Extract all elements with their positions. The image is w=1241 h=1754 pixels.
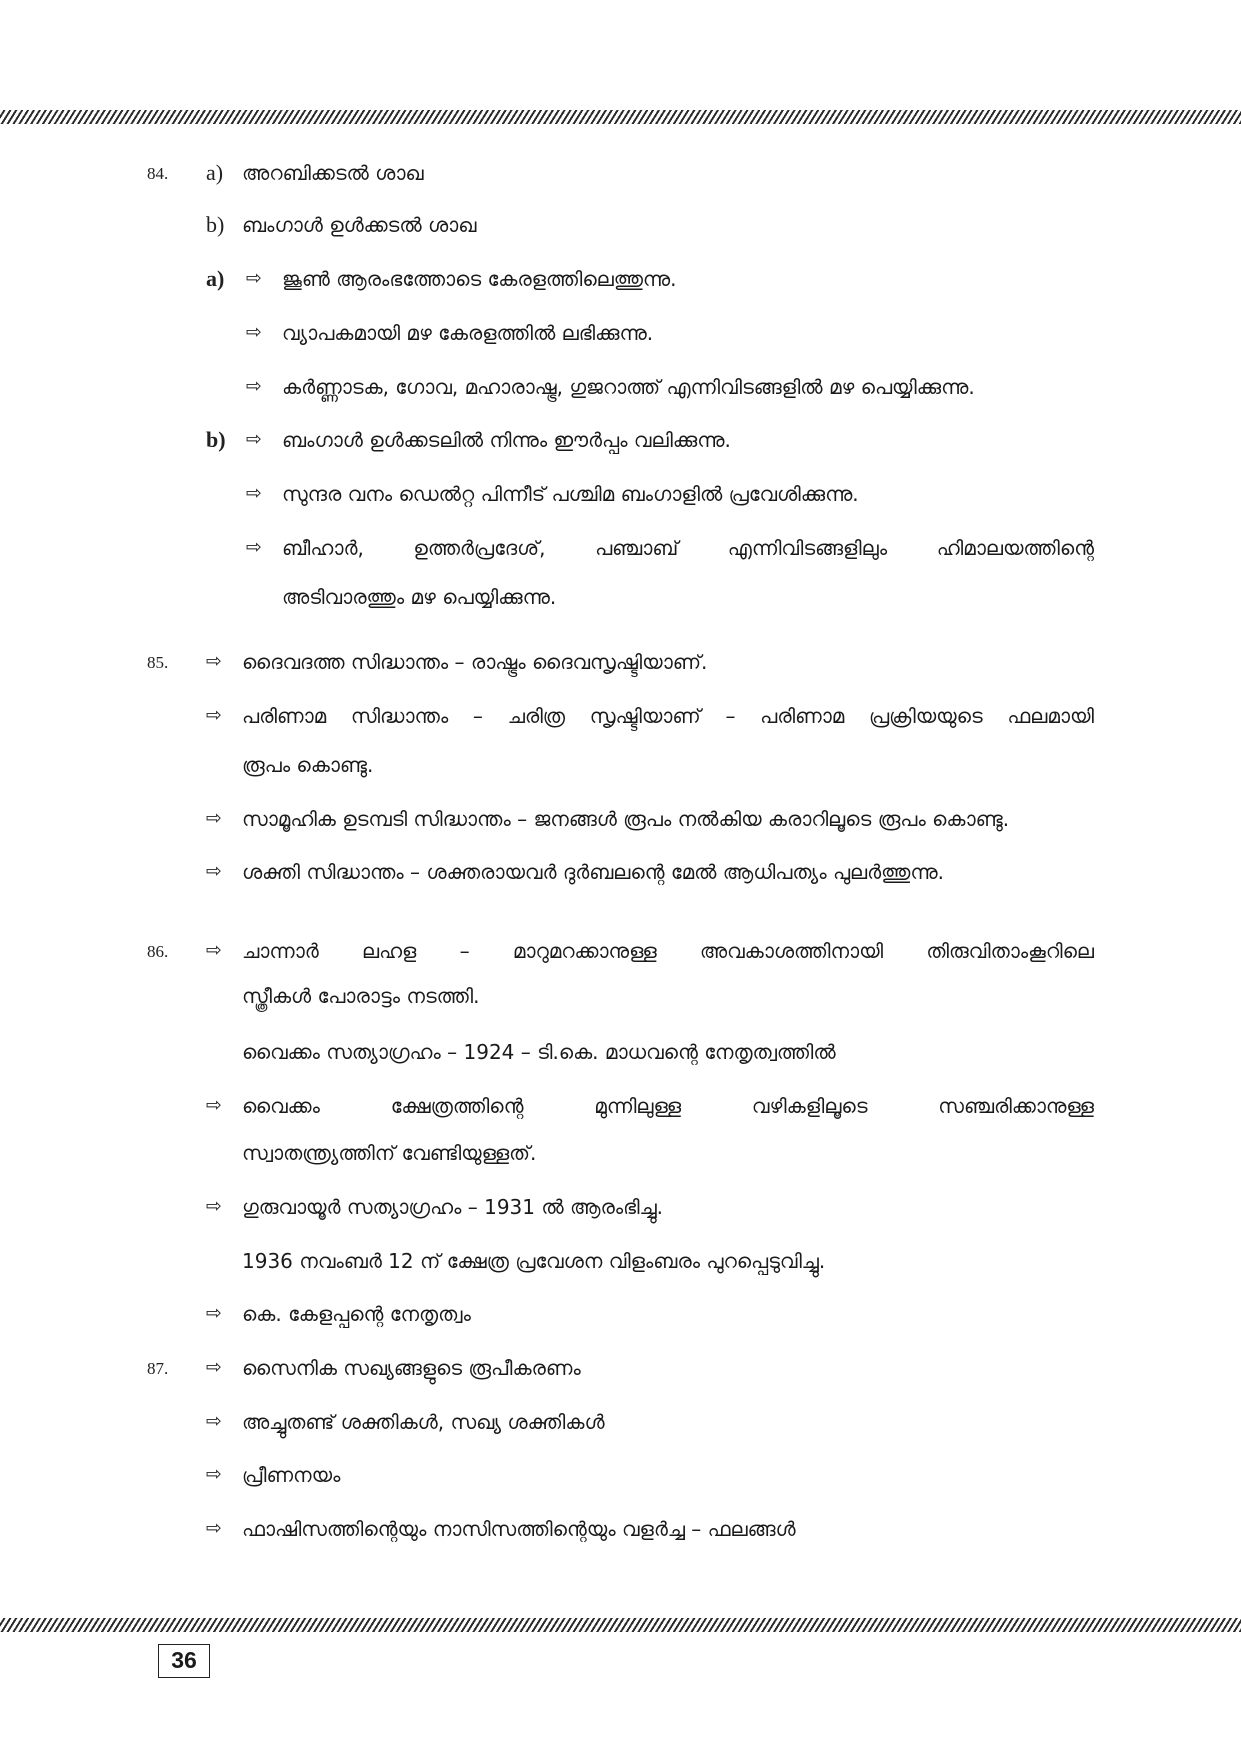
arrow-icon: ⇨	[206, 1302, 222, 1324]
arrow-icon: ⇨	[206, 1463, 222, 1485]
list-item: കർണ്ണാടക, ഗോവ, മഹാരാഷ്ട്ര, ഗുജറാത്ത് എന്നിവിടങ്ങളിൽ മഴ പെയ്യിക്കുന്നു.	[282, 375, 975, 399]
option-text-a: അറബിക്കടൽ ശാഖ	[242, 161, 424, 185]
arrow-icon: ⇨	[246, 321, 262, 343]
arrow-icon: ⇨	[206, 650, 222, 672]
list-item-continuation: സ്ത്രീകൾ പോരാട്ടം നടത്തി.	[242, 984, 480, 1008]
list-item: ദൈവദത്ത സിദ്ധാന്തം – രാഷ്ട്രം ദൈവസൃഷ്ടിയാണ്.	[242, 650, 708, 674]
arrow-icon: ⇨	[206, 1410, 222, 1432]
list-item: ജൂൺ ആരംഭത്തോടെ കേരളത്തിലെത്തുന്നു.	[282, 267, 677, 291]
list-item: ചാന്നാർ ലഹള – മാറുമറക്കാനുള്ള അവകാശത്തിനായി തിരുവിതാംകൂറിലെ	[242, 939, 1094, 963]
arrow-icon: ⇨	[206, 807, 222, 829]
list-item: കെ. കേളപ്പന്റെ നേതൃത്വം	[242, 1302, 471, 1326]
arrow-icon: ⇨	[246, 482, 262, 504]
list-item: ബംഗാൾ ഉൾക്കടലിൽ നിന്നും ഈർപ്പം വലിക്കുന്നു.	[282, 428, 731, 452]
list-item: ഫാഷിസത്തിന്റെയും നാസിസത്തിന്റെയും വളർച്ച – ഫലങ്ങൾ	[242, 1517, 796, 1541]
option-label-a: a)	[206, 160, 224, 185]
list-item: വൈക്കം ക്ഷേത്രത്തിന്റെ മുന്നിലുള്ള വഴികളിലൂടെ സഞ്ചരിക്കാനുള്ള	[242, 1094, 1094, 1118]
list-item: ഗുരുവായൂർ സത്യാഗ്രഹം – 1931 ൽ ആരംഭിച്ചു.	[242, 1195, 664, 1219]
list-item: ബീഹാർ, ഉത്തർപ്രദേശ്, പഞ്ചാബ് എന്നിവിടങ്ങളിലും ഹിമാലയത്തിന്റെ	[282, 536, 1094, 560]
arrow-icon: ⇨	[246, 428, 262, 450]
list-item-continuation: സ്വാതന്ത്ര്യത്തിന് വേണ്ടിയുള്ളത്.	[242, 1141, 537, 1165]
list-item: വ്യാപകമായി മഴ കേരളത്തിൽ ലഭിക്കുന്നു.	[282, 321, 654, 345]
question-number-84: 84.	[147, 164, 169, 183]
section-label-b: b)	[206, 427, 226, 452]
arrow-icon: ⇨	[206, 704, 222, 726]
question-number-85: 85.	[147, 653, 169, 672]
page-number: 36	[158, 1644, 210, 1678]
list-item: ശക്തി സിദ്ധാന്തം – ശക്തരായവർ ദുർബലന്റെ മേൽ ആധിപത്യം പുലർത്തുന്നു.	[242, 860, 944, 884]
arrow-icon: ⇨	[206, 939, 222, 961]
list-item: സൈനിക സഖ്യങ്ങളുടെ രൂപീകരണം	[242, 1356, 581, 1380]
arrow-icon: ⇨	[206, 1094, 222, 1116]
list-item: സുന്ദര വനം ഡെൽറ്റ പിന്നീട് പശ്ചിമ ബംഗാളിൽ പ്രവേശിക്കുന്നു.	[282, 482, 859, 506]
list-item: പരിണാമ സിദ്ധാന്തം – ചരിത്ര സൃഷ്ടിയാണ് – പരിണാമ പ്രക്രിയയുടെ ഫലമായി	[242, 704, 1094, 728]
arrow-icon: ⇨	[206, 1195, 222, 1217]
plain-line: വൈക്കം സത്യാഗ്രഹം – 1924 – ടി.കെ. മാധവന്റെ നേതൃത്വത്തിൽ	[242, 1040, 836, 1064]
list-item: സാമൂഹിക ഉടമ്പടി സിദ്ധാന്തം – ജനങ്ങൾ രൂപം നൽകിയ കരാറിലൂടെ രൂപം കൊണ്ടു.	[242, 807, 1010, 831]
bottom-hatch-border	[0, 1618, 1241, 1632]
top-hatch-border	[0, 110, 1241, 124]
list-item: അച്ചുതണ്ട് ശക്തികൾ, സഖ്യ ശക്തികൾ	[242, 1410, 605, 1434]
list-item-continuation: രൂപം കൊണ്ടു.	[242, 753, 374, 777]
question-number-86: 86.	[147, 942, 169, 961]
arrow-icon: ⇨	[246, 375, 262, 397]
option-label-b: b)	[206, 212, 225, 237]
arrow-icon: ⇨	[206, 1356, 222, 1378]
list-item: പ്രീണനയം	[242, 1463, 341, 1487]
list-item-continuation: അടിവാരത്തും മഴ പെയ്യിക്കുന്നു.	[282, 585, 557, 609]
arrow-icon: ⇨	[206, 1517, 222, 1539]
section-label-a: a)	[206, 266, 225, 291]
plain-line: 1936 നവംബർ 12 ന് ക്ഷേത്ര പ്രവേശന വിളംബരം പുറപ്പെടുവിച്ചു.	[242, 1249, 826, 1273]
option-text-b: ബംഗാൾ ഉൾക്കടൽ ശാഖ	[242, 213, 477, 237]
arrow-icon: ⇨	[206, 860, 222, 882]
arrow-icon: ⇨	[246, 267, 262, 289]
question-number-87: 87.	[147, 1359, 169, 1378]
arrow-icon: ⇨	[246, 536, 262, 558]
